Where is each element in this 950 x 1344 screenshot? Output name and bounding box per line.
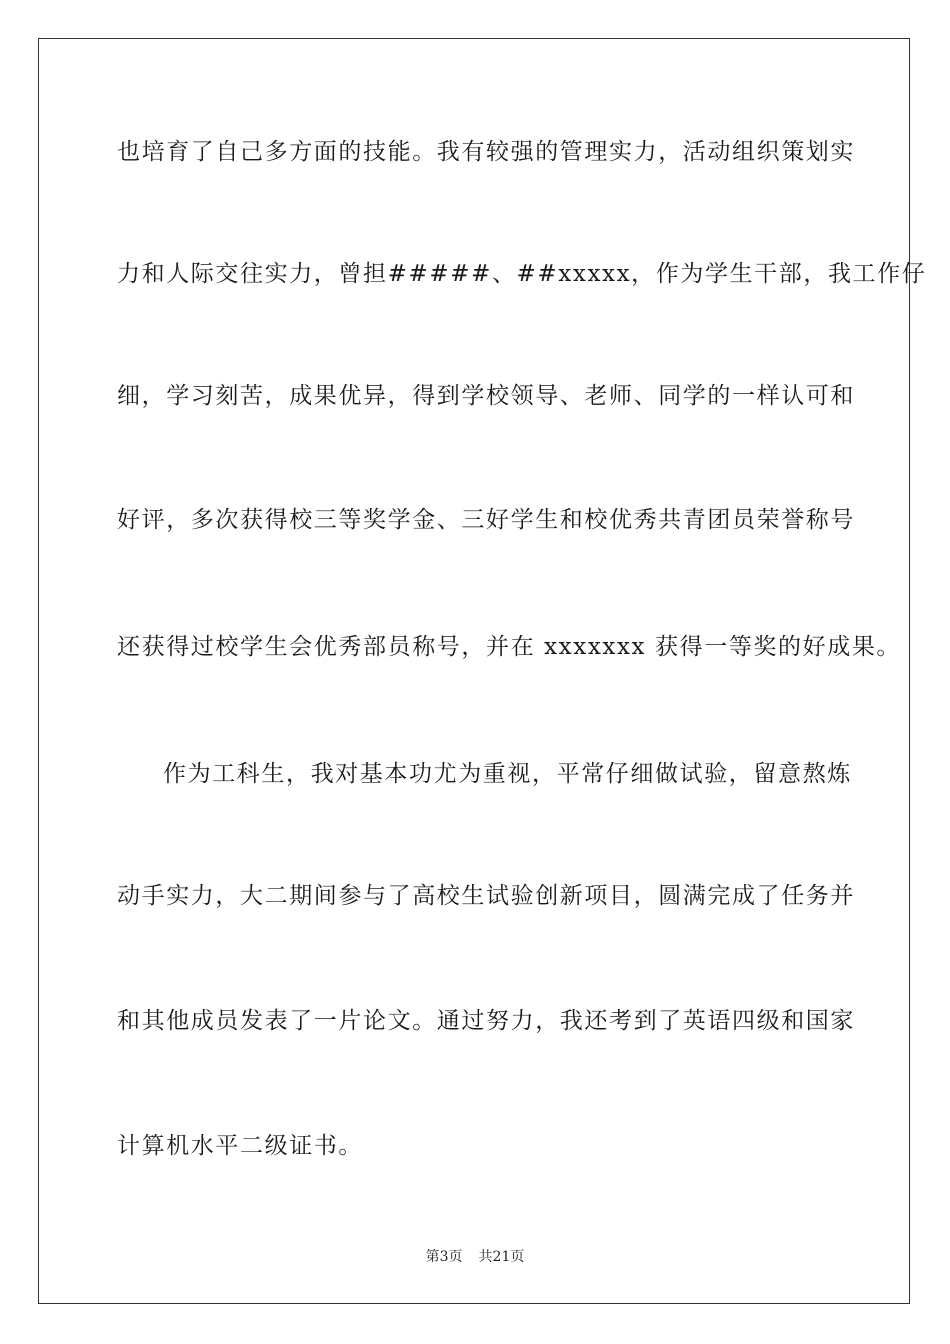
paragraph-line: 计算机水平二级证书。 [117, 1133, 363, 1159]
page-footer [0, 1247, 950, 1267]
paragraph-line: 还获得过校学生会优秀部员称号，并在 xxxxxxx 获得一等奖的好成果。 [117, 634, 902, 660]
paragraph-line: 和其他成员发表了一片论文。通过努力，我还考到了英语四级和国家 [117, 1008, 855, 1034]
paragraph-line: 好评，多次获得校三等奖学金、三好学生和校优秀共青团员荣誉称号 [117, 507, 855, 533]
paragraph-line: 细，学习刻苦，成果优异，得到学校领导、老师、同学的一样认可和 [117, 383, 855, 409]
paragraph-line: 动手实力，大二期间参与了高校生试验创新项目，圆满完成了任务并 [117, 883, 855, 909]
page-total: 共21页 [478, 1249, 525, 1265]
page-border [38, 38, 910, 1304]
page-number: 第3页 [425, 1249, 463, 1265]
paragraph-line: 也培育了自己多方面的技能。我有较强的管理实力，活动组织策划实 [117, 139, 855, 165]
paragraph-line-indented: 作为工科生，我对基本功尤为重视，平常仔细做试验，留意熬炼 [163, 761, 852, 787]
paragraph-line: 力和人际交往实力，曾担#####、##xxxxx，作为学生干部，我工作仔 [117, 261, 927, 287]
